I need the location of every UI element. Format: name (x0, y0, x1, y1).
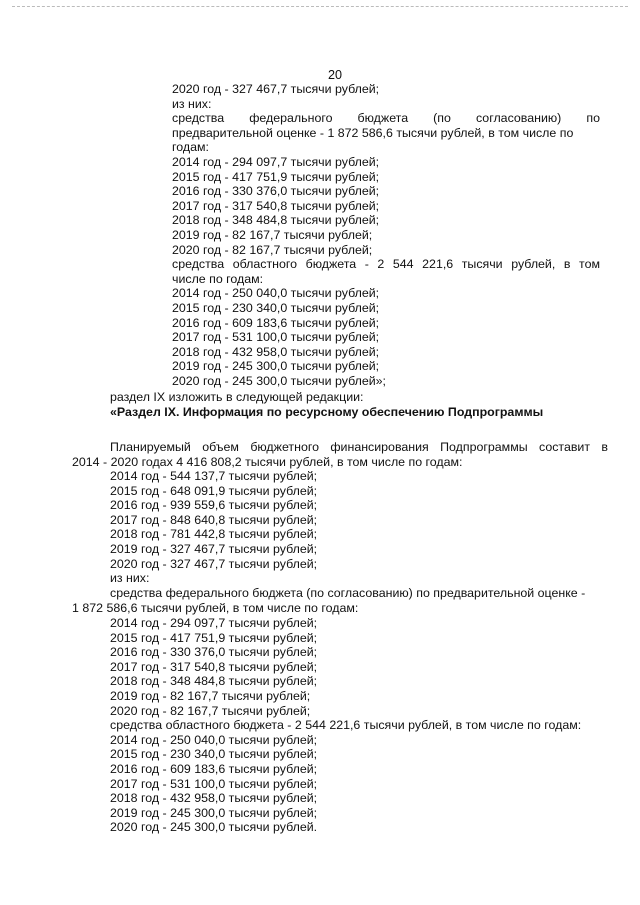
total-year-line: 2015 год - 648 091,9 тысячи рублей; (110, 483, 318, 498)
regional-year-line: 2019 год - 245 300,0 тысячи рублей; (172, 359, 380, 374)
regional-year-line: 2014 год - 250 040,0 тысячи рублей; (172, 286, 380, 301)
federal-year-line: 2020 год - 82 167,7 тысячи рублей; (172, 242, 373, 257)
federal-year-line: 2017 год - 317 540,8 тысячи рублей; (172, 198, 380, 213)
federal-year-line: 2018 год - 348 484,8 тысячи рублей; (110, 674, 318, 689)
regional-year-line: 2017 год - 531 100,0 тысячи рублей; (172, 330, 380, 345)
federal-year-line: 2020 год - 82 167,7 тысячи рублей; (110, 703, 311, 718)
total-year-line: 2016 год - 939 559,6 тысячи рублей; (110, 498, 318, 513)
federal-intro-line: предварительной оценке - 1 872 586,6 тысячи рублей, в том числе по (172, 125, 574, 140)
federal-year-line: 2017 год - 317 540,8 тысячи рублей; (110, 659, 318, 674)
regional-year-line: 2014 год - 250 040,0 тысячи рублей; (110, 732, 318, 747)
regional-year-line: 2016 год - 609 183,6 тысячи рублей; (110, 761, 318, 776)
regional-intro-line: средства областного бюджета - 2 544 221,6 тысячи рублей, в том (172, 257, 600, 272)
regional-intro-line: числе по годам: (172, 271, 264, 286)
page-number: 20 (328, 68, 343, 82)
regional-year-line: 2020 год - 245 300,0 тысячи рублей»; (172, 373, 386, 388)
regional-year-line: 2017 год - 531 100,0 тысячи рублей; (110, 776, 318, 791)
section-intro-block (110, 390, 610, 419)
regional-year-line: 2016 год - 609 183,6 тысячи рублей; (172, 315, 380, 330)
plan-line: Планируемый объем бюджетного финансирования Подпрограммы составит в (110, 440, 608, 454)
plan-line: 2014 - 2020 годах 4 416 808,2 тысячи рублей, в том числе по годам: (72, 454, 463, 469)
section-intro: раздел IX изложить в следующей редакции: (110, 390, 364, 404)
total-year-line: 2017 год - 848 640,8 тысячи рублей; (110, 512, 318, 527)
section-heading: «Раздел IX. Информация по ресурсному обеспечению Подпрограммы (110, 404, 544, 419)
regional-year-line: 2018 год - 432 958,0 тысячи рублей; (110, 791, 318, 806)
regional-intro-line: средства областного бюджета - 2 544 221,6 тысячи рублей, в том числе по годам: (110, 718, 582, 733)
regional-year-line: 2018 год - 432 958,0 тысячи рублей; (172, 344, 380, 359)
line-2020-total: 2020 год - 327 467,7 тысячи рублей; (172, 82, 380, 96)
federal-intro-line: годам: (172, 140, 209, 155)
top-continuation-block (172, 82, 600, 388)
body-list-block (110, 469, 610, 600)
plan-paragraph (72, 440, 608, 469)
federal-year-line: 2016 год - 330 376,0 тысячи рублей; (172, 184, 380, 199)
federal-year-line: 2015 год - 417 751,9 тысячи рублей; (172, 169, 380, 184)
federal-continuation (72, 601, 608, 616)
regional-year-line: 2015 год - 230 340,0 тысячи рублей; (110, 747, 318, 762)
regional-year-line: 2015 год - 230 340,0 тысячи рублей; (172, 300, 380, 315)
federal-year-line: 2019 год - 82 167,7 тысячи рублей; (110, 688, 311, 703)
total-year-line: 2020 год - 327 467,7 тысячи рублей; (110, 556, 318, 571)
federal-year-line: 2018 год - 348 484,8 тысячи рублей; (172, 213, 380, 228)
federal-year-line: 2014 год - 294 097,7 тысячи рублей; (172, 154, 380, 169)
regional-year-line: 2020 год - 245 300,0 тысячи рублей. (110, 820, 318, 835)
body-federal-regional-block (110, 616, 610, 835)
total-year-line: 2018 год - 781 442,8 тысячи рублей; (110, 527, 318, 542)
regional-year-line: 2019 год - 245 300,0 тысячи рублей; (110, 805, 318, 820)
federal-intro-line: 1 872 586,6 тысячи рублей, в том числе по годам: (72, 601, 359, 615)
iz-nikh-label: из них: (172, 96, 212, 111)
total-year-line: 2019 год - 327 467,7 тысячи рублей; (110, 541, 318, 556)
federal-year-line: 2015 год - 417 751,9 тысячи рублей; (110, 630, 318, 645)
scan-edge-artifact (12, 6, 628, 9)
federal-intro-line: средства федерального бюджета (по согласованию) по предварительной оценке - (110, 585, 586, 600)
federal-year-line: 2016 год - 330 376,0 тысячи рублей; (110, 645, 318, 660)
federal-year-line: 2019 год - 82 167,7 тысячи рублей; (172, 227, 373, 242)
iz-nikh-label: из них: (110, 571, 150, 586)
federal-year-line: 2014 год - 294 097,7 тысячи рублей; (110, 616, 318, 630)
federal-intro-line: средства федерального бюджета (по согласованию) по (172, 111, 600, 126)
total-year-line: 2014 год - 544 137,7 тысячи рублей; (110, 469, 318, 483)
